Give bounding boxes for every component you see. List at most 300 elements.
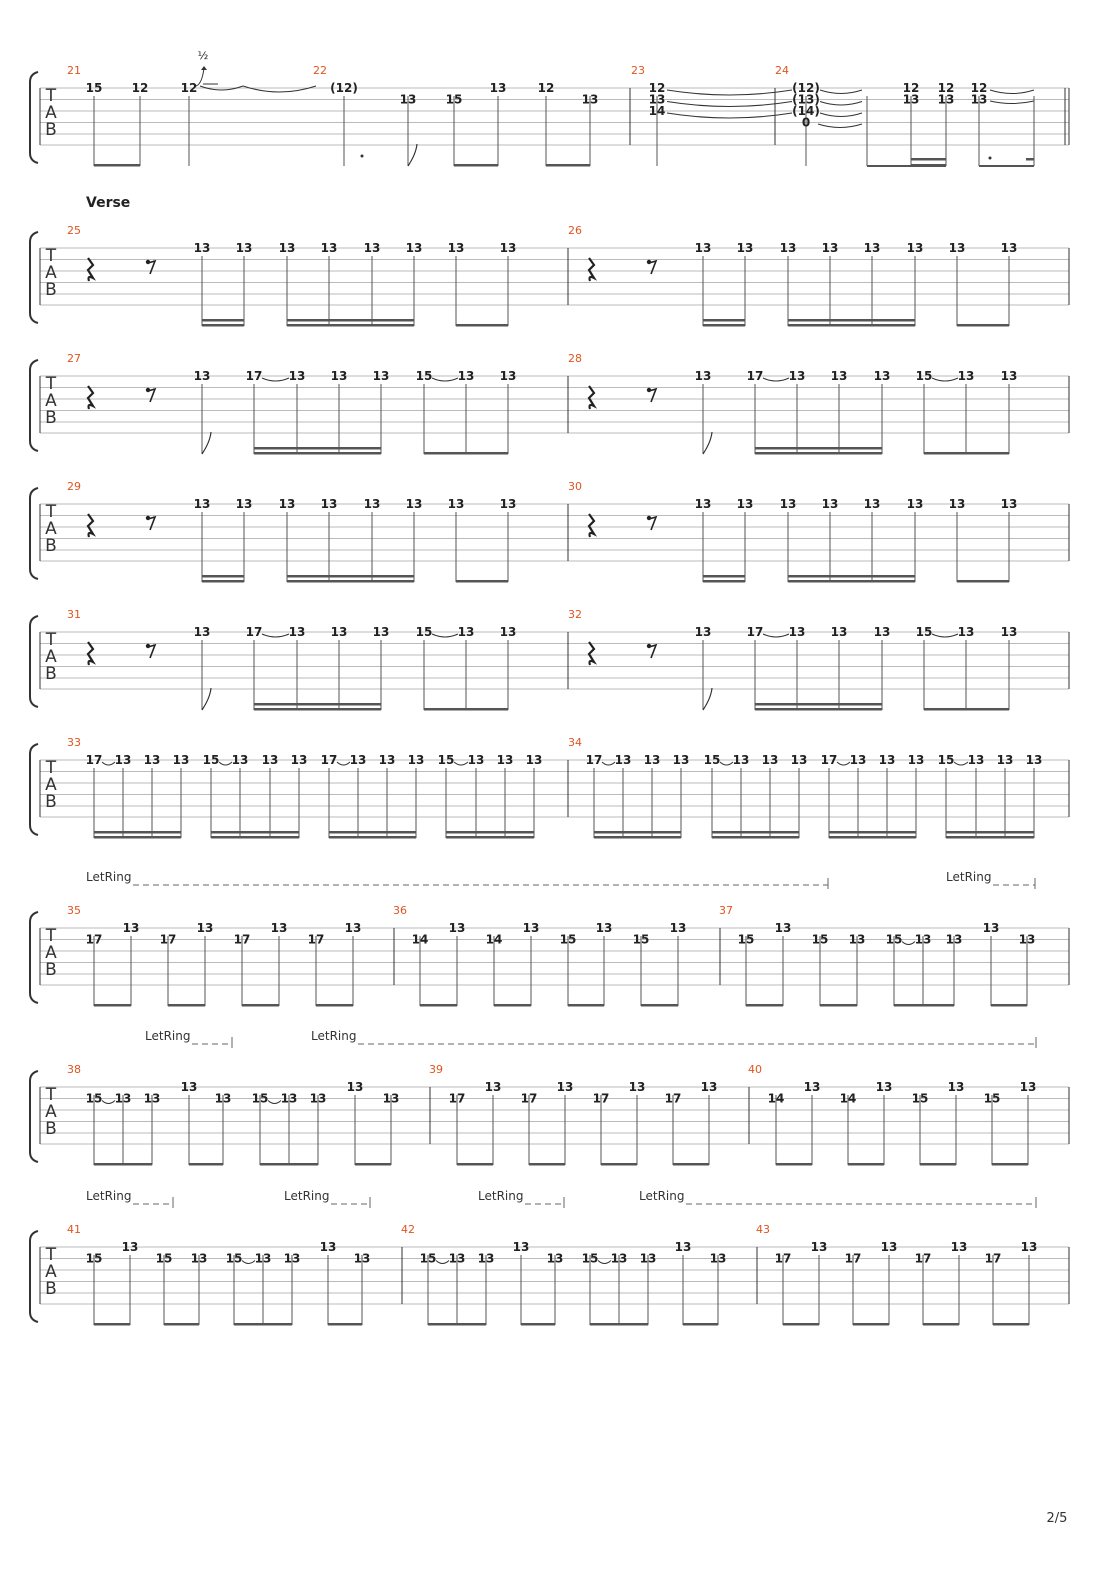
eighth-rest [647, 260, 656, 274]
note-beam [189, 1163, 223, 1166]
note-flag [202, 688, 211, 710]
note-beam [260, 1163, 318, 1166]
fret-number: 13 [873, 369, 891, 383]
note-beam [924, 452, 1009, 455]
tie-arc [763, 378, 789, 381]
note-beam [242, 1004, 279, 1007]
tab-system-8 [30, 1063, 1069, 1166]
note-beam [957, 324, 1009, 327]
note-beam [920, 1163, 956, 1166]
measure-25 [67, 224, 516, 327]
note-beam [829, 836, 916, 839]
fret-number: 13 [457, 625, 475, 639]
fret-number: 13 [448, 1251, 466, 1266]
fret-number: 13 [674, 1240, 692, 1254]
tie-arc [837, 762, 850, 765]
measure-number: 29 [67, 480, 81, 493]
fret-number: 13 [405, 241, 423, 255]
fret-number: 13 [1019, 1080, 1037, 1094]
fret-number: 13 [283, 1251, 301, 1266]
fret-number: 13 [330, 625, 348, 639]
tie-arc [990, 101, 1034, 104]
tie-arc [268, 1101, 281, 1104]
tie-arc [820, 113, 862, 117]
tab-clef-b: B [45, 792, 57, 812]
note-beam [329, 836, 416, 839]
fret-number: 13 [948, 241, 966, 255]
fret-number: 13 [254, 1251, 272, 1266]
note-beam-secondary [755, 703, 882, 706]
tab-system-1 [30, 64, 1069, 167]
measure-number: 33 [67, 736, 81, 749]
fret-number: 13 [193, 625, 211, 639]
eighth-rest-stem [649, 261, 656, 274]
note-beam-secondary [202, 319, 244, 322]
fret-number: 13 [143, 753, 161, 767]
fret-number: 13 [700, 1080, 718, 1094]
tab-system-6 [30, 736, 1069, 839]
tab-system-9 [30, 1223, 1069, 1326]
fret-number: 17 [746, 625, 764, 639]
note-beam [601, 1163, 637, 1166]
note-beam [168, 1004, 205, 1007]
tab-clef-a: A [45, 263, 57, 283]
tie-arc [243, 86, 316, 92]
eighth-rest-stem [148, 517, 155, 530]
note-beam [316, 1004, 353, 1007]
fret-number: 13 [669, 921, 687, 935]
fret-number: 13 [906, 241, 924, 255]
system-brace [30, 488, 38, 579]
fret-number: (12) [792, 81, 820, 95]
fret-number: 13 [1000, 241, 1018, 255]
tab-clef-a: A [45, 519, 57, 539]
system-brace [30, 72, 38, 163]
note-flag [703, 432, 712, 454]
system-brace [30, 232, 38, 323]
tie-arc [432, 634, 458, 637]
tab-clef-t: T [45, 1245, 57, 1265]
measure-36 [393, 904, 686, 1007]
fret-number: 12 [537, 81, 555, 95]
note-beam [673, 1163, 709, 1166]
eighth-rest [647, 516, 656, 530]
fret-number: 17 [746, 369, 764, 383]
fret-number: 17 [664, 1091, 682, 1106]
measure-24 [775, 64, 987, 167]
tie-arc [432, 378, 458, 381]
note-beam-secondary [788, 319, 915, 322]
fret-number: 13 [512, 1240, 530, 1254]
tie-arc [454, 762, 468, 765]
measure-34 [568, 736, 1042, 839]
eighth-rest-stem [649, 645, 656, 658]
note-beam [254, 708, 381, 711]
fret-number: 13 [694, 241, 712, 255]
note-beam [428, 1323, 486, 1326]
tie-arc [598, 1261, 611, 1264]
note-beam [924, 708, 1009, 711]
tie-arc [820, 102, 862, 106]
fret-number: 13 [525, 753, 543, 767]
tab-clef-t: T [45, 86, 57, 106]
tab-clef-a: A [45, 103, 57, 123]
measure-29 [67, 480, 516, 583]
note-beam-secondary [712, 831, 799, 834]
tie-arc [667, 113, 792, 118]
note-beam [529, 1163, 565, 1166]
note-beam [94, 1163, 152, 1166]
note-beam [712, 836, 799, 839]
quarter-rest [589, 642, 594, 665]
tab-system-2 [30, 224, 1069, 327]
eighth-rest-stem [649, 517, 656, 530]
note-beam [94, 164, 140, 167]
tab-clef-t: T [45, 926, 57, 946]
note-beam [755, 452, 882, 455]
note-beam [424, 452, 508, 455]
measure-number: 21 [67, 64, 81, 77]
fret-number: 13 [319, 1240, 337, 1254]
fret-number: 13 [496, 753, 514, 767]
fret-number: 13 [214, 1091, 232, 1106]
system-brace [30, 912, 38, 1003]
measure-number: 35 [67, 904, 81, 917]
note-beam [328, 1323, 362, 1326]
fret-number: 13 [957, 369, 975, 383]
note-beam [568, 1004, 604, 1007]
eighth-rest [146, 644, 155, 658]
fret-number: 13 [821, 241, 839, 255]
fret-number: 13 [114, 1091, 132, 1106]
let-ring-label: LetRing [478, 1189, 524, 1203]
fret-number: 17 [85, 753, 103, 767]
fret-number: 13 [309, 1091, 327, 1106]
let-ring-marker [478, 1189, 564, 1208]
fret-number: 13 [779, 241, 797, 255]
fret-number: 13 [880, 1240, 898, 1254]
tab-clef-a: A [45, 647, 57, 667]
fret-number: 13 [643, 753, 661, 767]
tie-arc [262, 378, 289, 381]
fret-number: 13 [114, 753, 132, 767]
fret-number: 13 [447, 497, 465, 511]
fret-number: 13 [863, 497, 881, 511]
fret-number: 17 [820, 753, 838, 767]
fret-number: 13 [648, 92, 666, 107]
fret-number: 13 [967, 753, 985, 767]
note-beam [446, 836, 534, 839]
fret-number: 12 [131, 81, 149, 95]
fret-number: 14 [839, 1091, 857, 1106]
fret-number: 12 [180, 81, 198, 95]
fret-number: 17 [245, 625, 263, 639]
tie-arc [820, 90, 862, 94]
measure-40 [748, 1063, 1036, 1166]
fret-number: 12 [970, 81, 988, 95]
fret-number: 13 [694, 625, 712, 639]
fret-number: 13 [937, 92, 955, 107]
tab-clef-b: B [45, 960, 57, 980]
fret-number: 13 [121, 1240, 139, 1254]
fret-number: 13 [320, 241, 338, 255]
fret-number: 13 [344, 921, 362, 935]
note-beam-secondary [829, 831, 916, 834]
note-beam [923, 1323, 959, 1326]
note-beam [594, 836, 681, 839]
fret-number: 13 [610, 1251, 628, 1266]
measure-38 [67, 1063, 399, 1166]
tab-clef-b: B [45, 536, 57, 556]
fret-number: 15 [415, 369, 433, 383]
fret-number: 17 [245, 369, 263, 383]
note-beam [993, 1323, 1029, 1326]
note-beam [494, 1004, 531, 1007]
let-ring-marker [639, 1189, 1036, 1208]
note-beam [788, 580, 915, 583]
fret-number: 13 [788, 369, 806, 383]
tie-arc [720, 762, 733, 765]
tie-arc [932, 634, 958, 637]
note-beam [848, 1163, 884, 1166]
fret-number: 13 [873, 625, 891, 639]
fret-number: 17 [307, 932, 325, 947]
note-beam [456, 580, 508, 583]
measure-number: 31 [67, 608, 81, 621]
tab-clef-b: B [45, 664, 57, 684]
fret-number: 13 [950, 1240, 968, 1254]
fret-number: 13 [810, 1240, 828, 1254]
fret-number: 13 [278, 241, 296, 255]
fret-number: 15 [251, 1091, 269, 1106]
fret-number: (14) [792, 104, 820, 118]
quarter-rest [589, 386, 594, 409]
fret-number: 13 [193, 369, 211, 383]
fret-number: 14 [648, 104, 666, 118]
let-ring-marker [311, 1029, 1036, 1048]
tab-clef-t: T [45, 758, 57, 778]
fret-number: 17 [844, 1251, 862, 1266]
note-beam [94, 1004, 131, 1007]
measure-number: 32 [568, 608, 582, 621]
fret-number: 13 [353, 1251, 371, 1266]
measure-28 [568, 352, 1017, 455]
fret-number: 13 [235, 241, 253, 255]
note-beam [211, 836, 299, 839]
fret-number: 17 [320, 753, 338, 767]
note-beam [420, 1004, 457, 1007]
fret-number: 13 [996, 753, 1014, 767]
fret-number: 13 [363, 241, 381, 255]
fret-number: 13 [957, 625, 975, 639]
fret-number: 13 [288, 625, 306, 639]
note-beam [287, 580, 414, 583]
fret-number: 13 [522, 921, 540, 935]
fret-number: 13 [1025, 753, 1043, 767]
measure-41 [67, 1223, 370, 1326]
fret-number: 13 [467, 753, 485, 767]
eighth-rest [146, 388, 155, 402]
measure-35 [67, 904, 361, 1007]
eighth-rest [647, 388, 656, 402]
fret-number: 13 [288, 369, 306, 383]
let-ring-label: LetRing [639, 1189, 685, 1203]
fret-number: 17 [585, 753, 603, 767]
fret-number: 13 [736, 497, 754, 511]
measure-number: 22 [313, 64, 327, 77]
fret-number: 13 [672, 753, 690, 767]
let-ring-label: LetRing [145, 1029, 191, 1043]
tab-clef-a: A [45, 943, 57, 963]
bend-amount-label: ½ [197, 49, 209, 62]
measure-number: 43 [756, 1223, 770, 1236]
fret-number: 13 [595, 921, 613, 935]
let-ring-marker [284, 1189, 370, 1208]
fret-number: 13 [484, 1080, 502, 1094]
note-beam-secondary [94, 831, 181, 834]
tab-clef-b: B [45, 1119, 57, 1139]
fret-number: 12 [648, 81, 666, 95]
tab-clef-b: B [45, 408, 57, 428]
tie-arc [102, 1101, 115, 1104]
fret-number: 15 [225, 1251, 243, 1266]
measure-number: 30 [568, 480, 582, 493]
tab-clef-a: A [45, 391, 57, 411]
fret-number: 13 [790, 753, 808, 767]
fret-number: 13 [906, 497, 924, 511]
quarter-rest [88, 258, 93, 281]
fret-number: 17 [448, 1091, 466, 1106]
fret-number: 13 [372, 625, 390, 639]
quarter-rest [88, 642, 93, 665]
note-beam-secondary [911, 158, 946, 161]
eighth-rest-stem [148, 261, 155, 274]
fret-number: 13 [639, 1251, 657, 1266]
fret-number: 17 [159, 932, 177, 947]
note-beam [164, 1323, 199, 1326]
measure-42 [401, 1223, 726, 1326]
fret-number: 15 [737, 932, 755, 947]
fret-number: 13 [830, 625, 848, 639]
tab-clef-t: T [45, 1085, 57, 1105]
note-beam [703, 580, 745, 583]
fret-number: 15 [415, 625, 433, 639]
measure-26 [568, 224, 1017, 327]
tab-system-7 [30, 904, 1069, 1007]
fret-number: 13 [761, 753, 779, 767]
tab-system-3 [30, 352, 1069, 455]
fret-number: 13 [907, 753, 925, 767]
note-beam [94, 1323, 130, 1326]
fret-number: 13 [448, 921, 466, 935]
tab-clef-b: B [45, 1279, 57, 1299]
fret-number: 13 [196, 921, 214, 935]
quarter-rest [589, 258, 594, 281]
fret-number: 15 [202, 753, 220, 767]
fret-number: 13 [193, 241, 211, 255]
fret-number: 13 [231, 753, 249, 767]
fret-number: 13 [235, 497, 253, 511]
note-beam [755, 708, 882, 711]
fret-number: 15 [911, 1091, 929, 1106]
measure-number: 34 [568, 736, 582, 749]
fret-number: 14 [767, 1091, 785, 1106]
fret-number: 17 [984, 1251, 1002, 1266]
dot-mark [989, 157, 992, 160]
eighth-rest-stem [148, 645, 155, 658]
fret-number: 13 [821, 497, 839, 511]
system-brace [30, 744, 38, 835]
fret-number: 13 [902, 92, 920, 107]
fret-number: 15 [581, 1251, 599, 1266]
fret-number: 15 [445, 92, 463, 107]
fret-number: 13 [970, 92, 988, 107]
measure-21 [67, 64, 197, 167]
tie-arc [602, 762, 615, 765]
fret-number: 13 [982, 921, 1000, 935]
note-beam [783, 1323, 819, 1326]
fret-number: 15 [937, 753, 955, 767]
fret-number: 12 [902, 81, 920, 95]
fret-number: 13 [732, 753, 750, 767]
fret-number: 17 [233, 932, 251, 947]
fret-number: 0 [801, 115, 811, 130]
let-ring-label: LetRing [86, 1189, 132, 1203]
note-beam-secondary [202, 575, 244, 578]
note-beam [820, 1004, 857, 1007]
fret-number: 13 [320, 497, 338, 511]
fret-number: 13 [628, 1080, 646, 1094]
fret-number: 15 [559, 932, 577, 947]
note-beam-secondary [446, 831, 534, 834]
fret-number: 13 [346, 1080, 364, 1094]
let-ring-label: LetRing [86, 870, 132, 884]
fret-number: 13 [803, 1080, 821, 1094]
measure-31 [67, 608, 516, 711]
measure-number: 36 [393, 904, 407, 917]
note-beam [456, 324, 508, 327]
note-beam [521, 1323, 555, 1326]
tab-clef-t: T [45, 630, 57, 650]
fret-number: 13 [694, 369, 712, 383]
fret-number: 13 [1018, 932, 1036, 947]
fret-number: 13 [1000, 625, 1018, 639]
fret-number: 13 [499, 241, 517, 255]
tab-clef-b: B [45, 120, 57, 140]
note-beam [641, 1004, 678, 1007]
fret-number: 17 [592, 1091, 610, 1106]
fret-number: 15 [915, 369, 933, 383]
measure-number: 42 [401, 1223, 415, 1236]
fret-number: 13 [499, 369, 517, 383]
note-beam [546, 164, 590, 167]
page-number: 2/5 [1046, 1511, 1068, 1526]
note-beam [703, 324, 745, 327]
fret-number: 13 [363, 497, 381, 511]
measure-32 [568, 608, 1017, 711]
tie-arc [337, 762, 350, 765]
let-ring-marker [946, 870, 1035, 889]
note-beam [454, 164, 498, 167]
fret-number: 15 [811, 932, 829, 947]
fret-number: 15 [85, 1251, 103, 1266]
quarter-rest [88, 386, 93, 409]
fret-number: 17 [914, 1251, 932, 1266]
fret-number: 15 [155, 1251, 173, 1266]
system-brace [30, 1231, 38, 1322]
let-ring-label: LetRing [311, 1029, 357, 1043]
note-beam [853, 1323, 889, 1326]
